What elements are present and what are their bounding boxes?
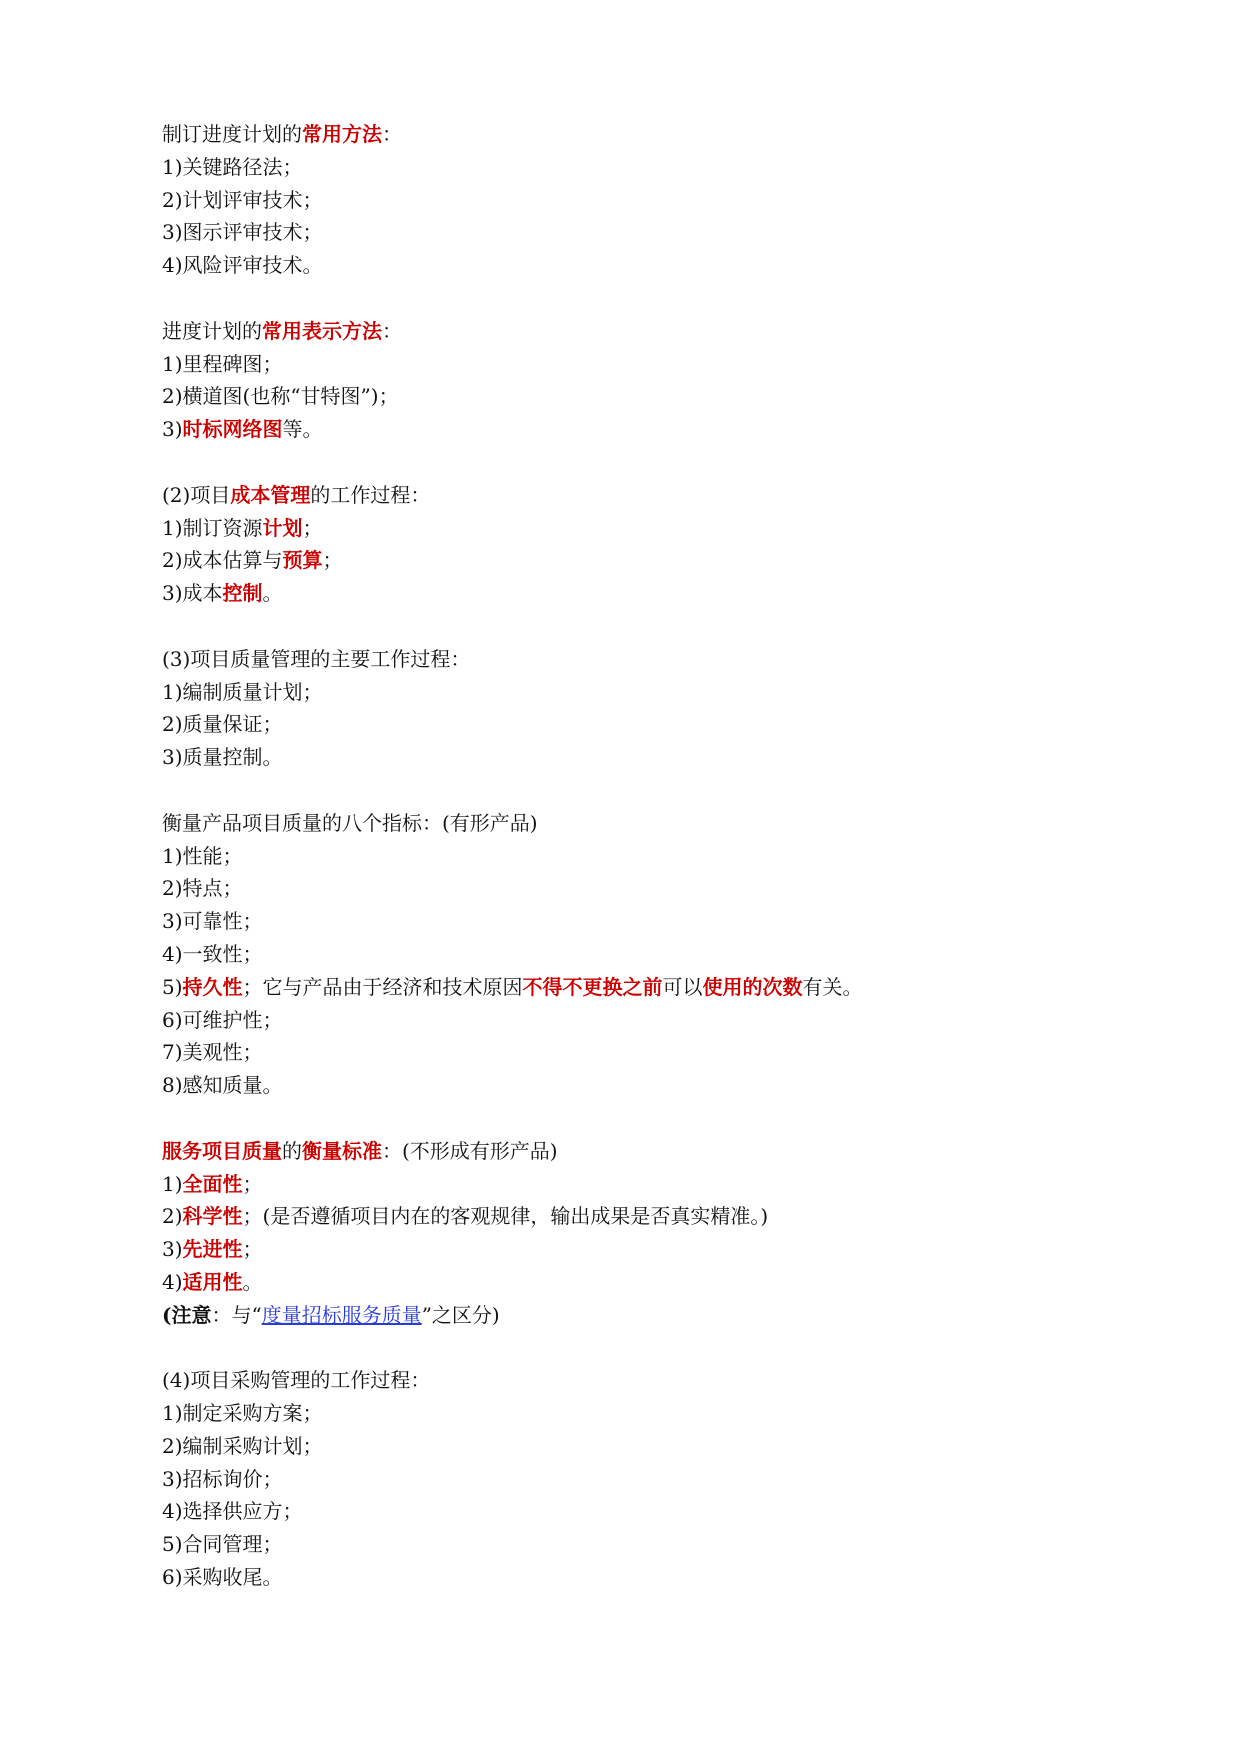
blank-line (162, 1331, 1162, 1364)
section-heading (162, 807, 1162, 840)
list-item (162, 184, 1162, 217)
text-run: 3)图示评审技术； (162, 220, 323, 245)
text-run: 2)计划评审技术； (162, 187, 323, 212)
list-item (162, 1528, 1162, 1561)
text-run: 2)编制采购计划； (162, 1433, 323, 1458)
bold-text: (注意 (162, 1302, 212, 1327)
text-run: 3)质量控制。 (162, 745, 283, 770)
document-body (162, 118, 1162, 1594)
text-run: 1) (162, 1171, 183, 1196)
text-run: ”之区分) (421, 1302, 500, 1327)
text-run: 1)编制质量计划； (162, 679, 323, 704)
text-run: 5)合同管理； (162, 1532, 283, 1557)
text-run: 6)可维护性； (162, 1007, 283, 1032)
text-run: 3) (162, 1237, 183, 1262)
text-run: 3)招标询价； (162, 1466, 283, 1491)
text-run: ：与“ (211, 1302, 262, 1327)
highlight-text: 使用的次数 (702, 974, 803, 999)
text-run: (2)项目 (162, 482, 231, 507)
list-item (162, 249, 1162, 282)
list-item (162, 1299, 1162, 1332)
list-item (162, 151, 1162, 184)
section-7 (162, 1364, 1162, 1594)
list-item (162, 971, 1162, 1004)
highlight-text: 时标网络图 (182, 417, 283, 442)
text-run: ； (302, 515, 323, 540)
text-run: 。 (262, 581, 283, 606)
text-run: ：(不形成有形产品) (382, 1138, 558, 1163)
text-run: 有关。 (802, 974, 863, 999)
list-item (162, 741, 1162, 774)
list-item (162, 872, 1162, 905)
highlight-text: 全面性 (182, 1171, 243, 1196)
list-item (162, 1069, 1162, 1102)
blank-line (162, 282, 1162, 315)
highlight-text: 计划 (262, 515, 303, 540)
text-run: ；(是否遵循项目内在的客观规律，输出成果是否真实精准。) (242, 1204, 769, 1229)
text-run: 3)成本 (162, 581, 223, 606)
text-run: 1)性能； (162, 843, 243, 868)
text-run: 。 (242, 1269, 263, 1294)
section-1 (162, 118, 1162, 282)
highlight-text: 服务项目质量 (162, 1138, 282, 1163)
blank-line (162, 774, 1162, 807)
text-run: 的 (282, 1138, 302, 1163)
section-4 (162, 643, 1162, 774)
list-item (162, 1233, 1162, 1266)
section-2 (162, 315, 1162, 446)
text-run: 2) (162, 1204, 183, 1229)
list-item (162, 544, 1162, 577)
list-item (162, 512, 1162, 545)
link[interactable]: 度量招标服务质量 (261, 1302, 422, 1327)
highlight-text: 科学性 (182, 1204, 243, 1229)
section-heading (162, 1135, 1162, 1168)
text-run: ；它与产品由于经济和技术原因 (242, 974, 523, 999)
highlight-text: 先进性 (182, 1237, 243, 1262)
highlight-text: 控制 (222, 581, 263, 606)
text-run: 1)制订资源 (162, 515, 263, 540)
section-heading (162, 479, 1162, 512)
list-item (162, 1495, 1162, 1528)
highlight-text: 成本管理 (230, 482, 311, 507)
text-run: 6)采购收尾。 (162, 1565, 283, 1590)
list-item (162, 1463, 1162, 1496)
list-item (162, 1266, 1162, 1299)
list-item (162, 380, 1162, 413)
list-item (162, 577, 1162, 610)
text-run: 4)选择供应方； (162, 1499, 303, 1524)
text-run: 5) (162, 974, 183, 999)
highlight-text: 常用方法 (302, 122, 382, 146)
text-run: (3)项目质量管理的主要工作过程： (162, 646, 471, 671)
text-run: 4) (162, 1269, 183, 1294)
text-run: 进度计划的 (162, 318, 262, 343)
list-item (162, 840, 1162, 873)
highlight-text: 适用性 (182, 1269, 243, 1294)
text-run: (4)项目采购管理的工作过程： (162, 1368, 431, 1393)
blank-line (162, 1102, 1162, 1135)
text-run: 2)特点； (162, 876, 243, 901)
text-run: 7)美观性； (162, 1040, 263, 1065)
list-item (162, 216, 1162, 249)
blank-line (162, 446, 1162, 479)
list-item (162, 413, 1162, 446)
text-run: 3)可靠性； (162, 909, 263, 934)
list-item (162, 1397, 1162, 1430)
list-item (162, 676, 1162, 709)
text-run: ； (242, 1171, 263, 1196)
text-run: 8)感知质量。 (162, 1073, 283, 1098)
section-heading (162, 1364, 1162, 1397)
list-item (162, 905, 1162, 938)
blank-line (162, 610, 1162, 643)
highlight-text: 不得不更换之前 (522, 974, 663, 999)
text-run: 4)一致性； (162, 941, 263, 966)
section-5 (162, 807, 1162, 1102)
list-item (162, 1561, 1162, 1594)
section-heading (162, 315, 1162, 348)
text-run: ； (322, 548, 343, 573)
section-heading (162, 643, 1162, 676)
section-6 (162, 1135, 1162, 1332)
text-run: 的工作过程： (310, 482, 431, 507)
text-run: 1)制定采购方案； (162, 1401, 323, 1426)
list-item (162, 708, 1162, 741)
highlight-text: 常用表示方法 (262, 318, 382, 343)
text-run: 可以 (662, 974, 703, 999)
section-3 (162, 479, 1162, 610)
text-run: 4)风险评审技术。 (162, 253, 323, 278)
text-run: 等。 (282, 417, 323, 442)
text-run: 2)质量保证； (162, 712, 283, 737)
text-run: 衡量产品项目质量的八个指标：(有形产品) (162, 810, 538, 835)
highlight-text: 持久性 (182, 974, 243, 999)
text-run: ； (242, 1237, 263, 1262)
list-item (162, 1036, 1162, 1069)
list-item (162, 1168, 1162, 1201)
list-item (162, 348, 1162, 381)
text-run: 2)横道图(也称“甘特图”)； (162, 384, 399, 409)
text-run: ： (382, 318, 402, 343)
list-item (162, 1004, 1162, 1037)
text-run: 制订进度计划的 (162, 122, 302, 146)
highlight-text: 衡量标准 (302, 1138, 382, 1163)
list-item (162, 938, 1162, 971)
list-item (162, 1430, 1162, 1463)
text-run: 2)成本估算与 (162, 548, 283, 573)
list-item (162, 1200, 1162, 1233)
text-run: 3) (162, 417, 183, 442)
text-run: 1)关键路径法； (162, 154, 303, 179)
text-run: 1)里程碑图； (162, 351, 283, 376)
text-run: ： (382, 122, 402, 146)
section-heading (162, 118, 1162, 151)
highlight-text: 预算 (282, 548, 323, 573)
